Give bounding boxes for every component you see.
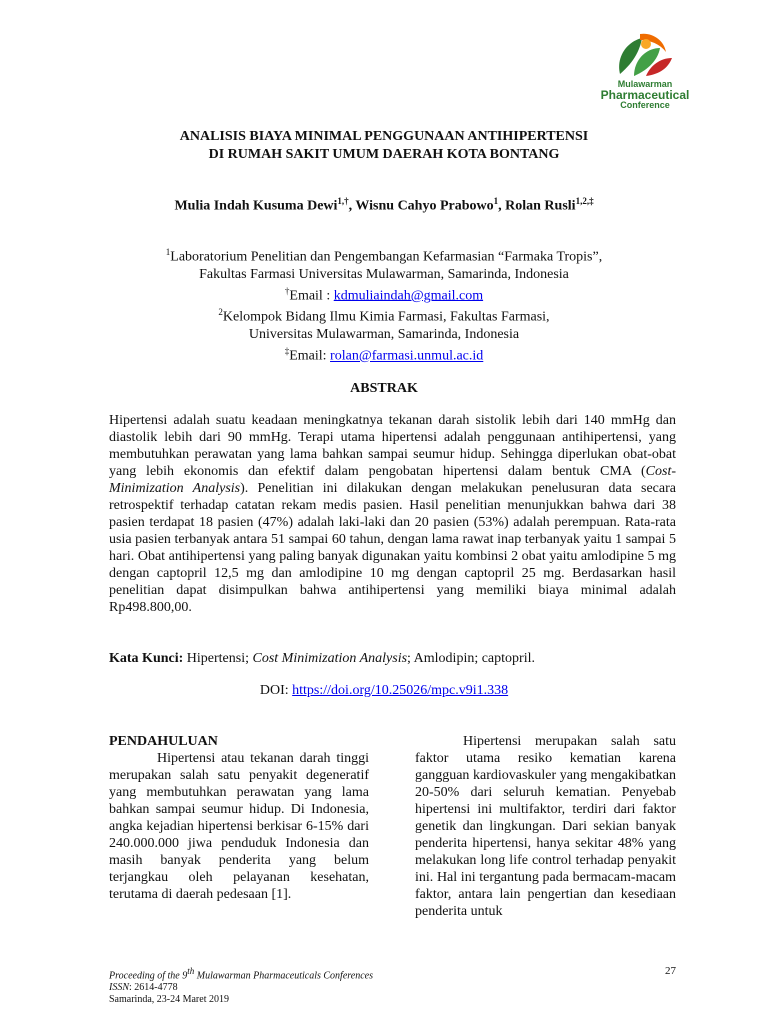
- section-heading: PENDAHULUAN: [109, 734, 218, 749]
- leaf-emblem-icon: [590, 28, 700, 80]
- email-1-mark: †: [284, 285, 290, 296]
- email-1-label: Email :: [289, 288, 334, 304]
- footer-place-date: Samarinda, 23-24 Maret 2019: [109, 994, 229, 1006]
- abstract-text: [109, 412, 676, 616]
- email-2-link[interactable]: rolan@farmasi.unmul.ac.id: [330, 348, 484, 364]
- paper-title: [0, 128, 768, 164]
- affiliation-1-mark: 1: [165, 247, 171, 257]
- keyword-2: Cost Minimization Analysis: [252, 651, 408, 666]
- abstract-italic-term: Cost-Minimization Analysis: [109, 464, 676, 496]
- keywords: [109, 651, 676, 667]
- affiliation-1-line-1: [0, 244, 768, 266]
- footer-proceeding-sup: th: [187, 966, 195, 976]
- abstract-heading: ABSTRAK: [350, 381, 418, 396]
- email-2-line: [0, 343, 768, 365]
- keyword-3: ; Amlodipin; captopril.: [407, 651, 535, 666]
- author-2-affil: 1: [493, 196, 499, 206]
- affiliation-1-text: Laboratorium Penelitian dan Pengembangan Kefarmasian “Farmaka Tropis”,: [170, 249, 603, 265]
- logo-line-3: Conference: [620, 100, 670, 110]
- footer-issn-value: : 2614-4778: [129, 982, 178, 994]
- affiliation-1-line-2: Fakultas Farmasi Universitas Mulawarman, Samarinda, Indonesia: [199, 266, 569, 282]
- email-1-link[interactable]: kdmuliaindah@gmail.com: [333, 288, 484, 304]
- author-1: Mulia Indah Kusuma Dewi: [174, 198, 338, 214]
- doi-link[interactable]: https://doi.org/10.25026/mpc.v9i1.338: [292, 683, 509, 698]
- conference-logo: [590, 28, 700, 108]
- abstract-part-1: Hipertensi adalah suatu keadaan meningkatnya tekanan darah sistolik lebih dari 140 mmHg dan diastolik lebih dari 90 mmHg. Terapi utama hipertensi adalah penggunaan antihipertensi, yang membutuhkan perawatan yang lama bahkan sampai seumur hidup. Sehingga diperlukan obat-obat yang lebih ekonomis dan efektif dalam pengobatan hipertensi dalam bentuk CMA (: [109, 413, 676, 479]
- title-line-1: ANALISIS BIAYA MINIMAL PENGGUNAAN ANTIHIPERTENSI: [179, 129, 589, 144]
- logo-line-1: Mulawarman: [617, 79, 673, 89]
- body-paragraph-1: Hipertensi atau tekanan darah tinggi merupakan salah satu penyakit degeneratif yang membutuhkan perawatan yang lama bahkan sampai seumur hidup. Di Indonesia, angka kejadian hipertensi berkisar 6-15% dari 240.000.000 jiwa penduduk Indonesia dan masih banyak penderita yang belum terjangkau oleh pelayanan kesehatan, terutama di daerah pedesaan [1].: [109, 751, 369, 902]
- title-line-2: DI RUMAH SAKIT UMUM DAERAH KOTA BONTANG: [208, 147, 560, 162]
- affiliation-2-line-1: [0, 304, 768, 326]
- email-2-mark: ‡: [284, 345, 290, 356]
- affiliations: [0, 244, 768, 365]
- keyword-1: Hipertensi;: [183, 651, 253, 666]
- doi-label: DOI:: [259, 683, 293, 698]
- logo-line-2: Pharmaceutical: [600, 88, 690, 102]
- author-2: , Wisnu Cahyo Prabowo: [348, 198, 494, 214]
- affiliation-2-line-2: Universitas Mulawarman, Samarinda, Indonesia: [248, 326, 520, 342]
- email-2-label: Email:: [289, 348, 331, 364]
- author-3-affil: 1,2,‡: [575, 196, 594, 206]
- page-number: 27: [665, 965, 676, 977]
- footer-issn-label: ISSN: [109, 982, 129, 994]
- body-column-right: [415, 733, 676, 920]
- footer-proceeding-b: Mulawarman Pharmaceuticals Conferences: [194, 970, 374, 982]
- affiliation-2-mark: 2: [218, 307, 223, 318]
- body-paragraph-2: Hipertensi merupakan salah satu faktor utama resiko kematian karena gangguan kardiovaskuler yang mengakibatkan 20-50% dari seluruh kematian. Penyebab hipertensi ini multifaktor, terdiri dari faktor genetik dan lingkungan. Dari sekian banyak penderita hipertensi, hanya sekitar 48% yang melakukan long life control terhadap penyakit ini. Hal ini tergantung pada bermacam-macam faktor, antara lain pengertian dan kesediaan penderita untuk: [415, 734, 676, 919]
- affiliation-2-text: Kelompok Bidang Ilmu Kimia Farmasi, Fakultas Farmasi,: [222, 309, 550, 325]
- footer-issn: [109, 982, 373, 994]
- abstract-part-2: ). Penelitian ini dilakukan dengan melakukan penelusuran data secara retrospektif terhadap catatan rekam medis pasien. Hasil penelitian menunjukkan bahwa dari 38 pasien terdapat 18 pasien (47%) adalah laki-laki dan 20 pasien (53%) adalah perempuan. Rata-rata usia pasien terbanyak antara 51 sampai 60 tahun, dengan lama rawat inap terbanyak yaitu 1 sampai 5 hari. Obat antihipertensi yang paling banyak digunakan yaitu kombinsi 2 obat yaitu amlodipine 5 mg dengan captopril 12,5 mg dan amlodipine 10 mg dengan captopril 25 mg. Berdasarkan hasil penelitian dapat disimpulkan bahwa antihipertensi yang memiliki biaya minimal adalah Rp498.800,00.: [109, 481, 676, 615]
- email-1-line: [0, 283, 768, 305]
- author-list: [0, 196, 768, 215]
- keywords-label: Kata Kunci:: [109, 651, 184, 666]
- author-1-affil: 1,†: [337, 196, 349, 206]
- page-footer: [109, 965, 373, 1006]
- footer-proceeding: [109, 965, 373, 982]
- body-column-left: [109, 733, 369, 903]
- footer-proceeding-a: Proceeding of the 9: [109, 970, 188, 982]
- doi-line: [0, 683, 768, 699]
- author-3: , Rolan Rusli: [498, 198, 576, 214]
